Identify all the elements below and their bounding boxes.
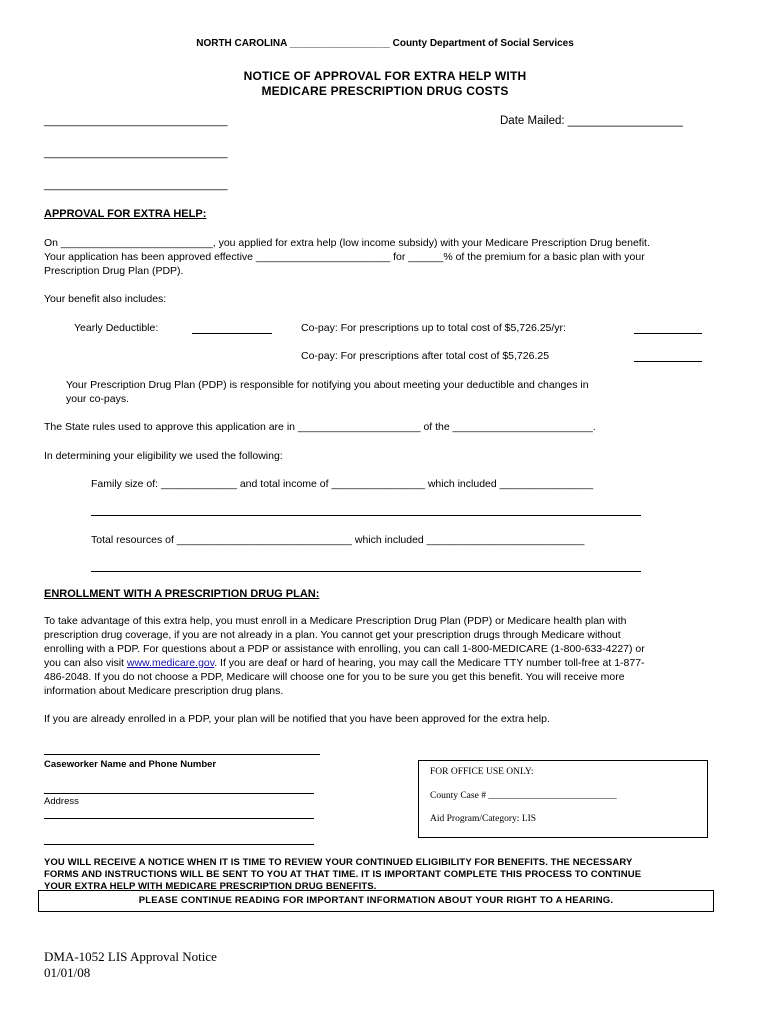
income-detail-blank: [91, 515, 641, 516]
approval-para-line1: On __________________________, you applied for extra help (low income subsidy) with your Medicare Prescription Drug benefit.: [44, 237, 650, 249]
copay-up-to-label: Co-pay: For prescriptions up to total cost of $5,726.25/yr:: [301, 322, 566, 334]
page-title-line1: NOTICE OF APPROVAL FOR EXTRA HELP WITH: [243, 69, 527, 83]
address-blank-1: [44, 793, 314, 794]
yearly-deductible-label: Yearly Deductible:: [74, 322, 159, 334]
enrollment-line4: [44, 657, 645, 669]
address-label: Address: [44, 796, 79, 807]
form-date: 01/01/08: [44, 965, 91, 980]
county-case-field: County Case # ___________________________: [430, 791, 617, 801]
approval-para-line2: Your application has been approved effective _______________________ for ______% of the premium for a basic plan with your: [44, 251, 645, 263]
copay-up-to-blank: [634, 333, 702, 334]
recipient-line-2: ______________________________: [44, 147, 228, 159]
caseworker-label: Caseworker Name and Phone Number: [44, 759, 217, 770]
enrollment-line3: enrolling with a PDP. For questions about a PDP or assistance with enrolling, you can call 1-800-MEDICARE (1-800-633-4227) or: [44, 643, 645, 655]
office-use-box: [418, 760, 708, 838]
address-blank-3: [44, 844, 314, 845]
county-header: NORTH CAROLINA __________________ County Department of Social Services: [196, 38, 574, 49]
approval-para-line3: Prescription Drug Plan (PDP).: [44, 265, 184, 277]
copay-after-blank: [634, 361, 702, 362]
already-enrolled-note: If you are already enrolled in a PDP, your plan will be notified that you have been approved for the extra help.: [44, 713, 550, 725]
resources-detail-blank: [91, 571, 641, 572]
benefit-intro: Your benefit also includes:: [44, 293, 167, 305]
approval-heading: APPROVAL FOR EXTRA HELP:: [44, 208, 207, 220]
medicare-gov-link[interactable]: www.medicare.gov: [126, 657, 215, 669]
recipient-line-1: ______________________________: [44, 115, 228, 127]
hearing-notice-text: PLEASE CONTINUE READING FOR IMPORTANT INFORMATION ABOUT YOUR RIGHT TO A HEARING.: [138, 895, 614, 906]
enrollment-line4-pre: you can also visit: [44, 657, 127, 669]
review-notice-line2: FORMS AND INSTRUCTIONS WILL BE SENT TO YOU AT THAT TIME. IT IS IMPORTANT COMPLETE THIS PROCESS TO CONTINUE: [44, 869, 642, 880]
enrollment-line6: information about Medicare prescription drug plans.: [44, 685, 284, 697]
review-notice-line3: YOUR EXTRA HELP WITH MEDICARE PRESCRIPTION DRUG BENEFITS.: [44, 881, 377, 892]
recipient-line-3: ______________________________: [44, 179, 228, 191]
pdp-note-line2: your co-pays.: [66, 393, 130, 405]
total-resources-line: Total resources of ______________________________ which included ___________________________: [91, 534, 585, 546]
review-notice-line1: YOU WILL RECEIVE A NOTICE WHEN IT IS TIME TO REVIEW YOUR CONTINUED ELIGIBILITY FOR BENEFITS. THE NECESSARY: [44, 857, 633, 868]
enrollment-line2: prescription drug coverage, if you are not already in a plan. You cannot get your prescription drugs through Medicare without: [44, 629, 621, 641]
aid-program-field: Aid Program/Category: LIS: [430, 814, 537, 824]
eligibility-intro: In determining your eligibility we used the following:: [44, 450, 283, 462]
state-rules: The State rules used to approve this application are in _____________________ of the ________________________.: [44, 421, 596, 433]
enrollment-heading: ENROLLMENT WITH A PRESCRIPTION DRUG PLAN:: [44, 588, 320, 600]
office-use-title: FOR OFFICE USE ONLY:: [430, 767, 534, 777]
date-mailed: Date Mailed: __________________: [500, 115, 683, 127]
pdp-note-line1: Your Prescription Drug Plan (PDP) is responsible for notifying you about meeting your deductible and changes in: [66, 379, 589, 391]
family-size-line: Family size of: _____________ and total income of ________________ which included ________________: [91, 478, 594, 490]
hearing-notice-box: [38, 890, 714, 912]
enrollment-line4-post: . If you are deaf or hard of hearing, you may call the Medicare TTY number toll-free at 1-877-: [214, 657, 645, 669]
enrollment-line1: To take advantage of this extra help, you must enroll in a Medicare Prescription Drug Plan (PDP) or Medicare health plan with: [44, 615, 627, 627]
form-id: DMA-1052 LIS Approval Notice: [44, 949, 217, 964]
address-blank-2: [44, 818, 314, 819]
page-title-line2: MEDICARE PRESCRIPTION DRUG COSTS: [261, 84, 509, 98]
caseworker-blank: [44, 754, 320, 755]
copay-after-label: Co-pay: For prescriptions after total cost of $5,726.25: [301, 350, 550, 362]
enrollment-line5: 486-2048. If you do not choose a PDP, Medicare will choose one for you to be sure you get this benefit. You will receive more: [44, 671, 625, 683]
yearly-deductible-blank: [192, 333, 272, 334]
